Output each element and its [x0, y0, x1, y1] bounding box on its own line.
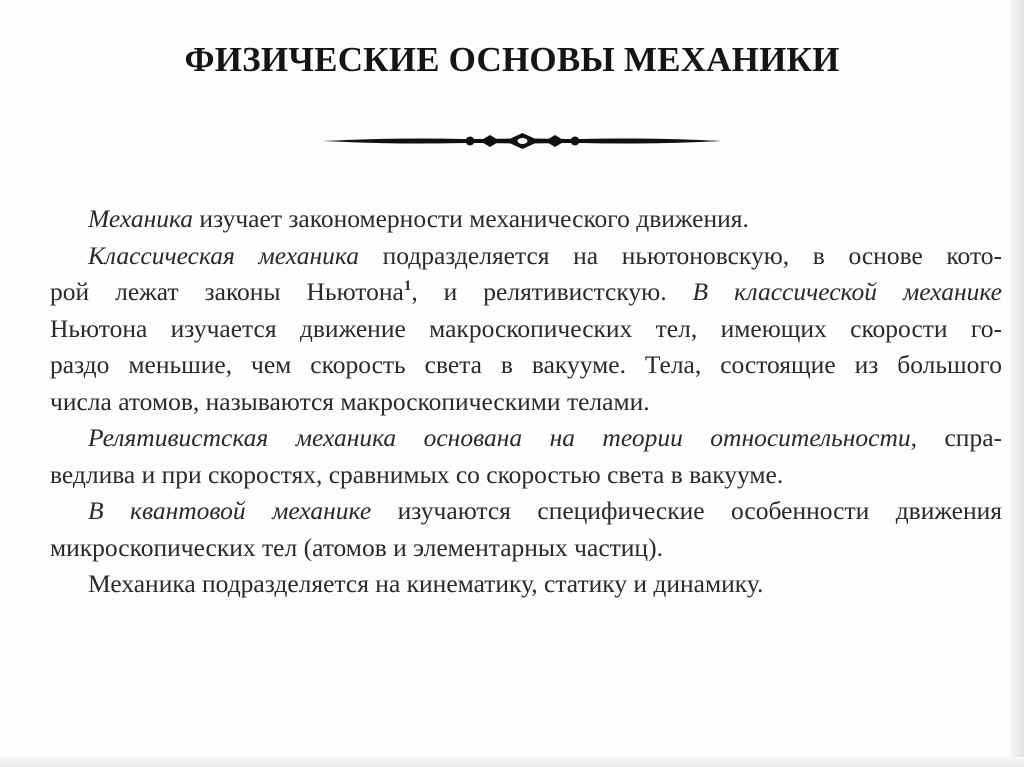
- paragraph-mechanics: [82, 201, 1002, 238]
- footnote-marker: 1: [403, 278, 412, 294]
- text-fragment: , и релятивистскую.: [411, 277, 693, 306]
- term-classical: Классическая механика: [88, 240, 359, 270]
- text-line: [82, 493, 1002, 530]
- page-title: ФИЗИЧЕСКИЕ ОСНОВЫ МЕХАНИКИ: [184, 40, 840, 79]
- text-fragment: изучаются специфические особенности движения: [371, 496, 1002, 525]
- paragraph-quantum: [50, 493, 1002, 566]
- italic-fragment: В классической механике: [692, 277, 1002, 306]
- text-fragment: спра-: [917, 423, 1003, 452]
- ornament-divider-icon: [320, 122, 725, 162]
- text-line: [82, 201, 1002, 238]
- text-line: [82, 238, 1002, 275]
- paragraph-relativistic: [50, 420, 1003, 493]
- text-fragment: рой лежат законы Ньютона: [50, 277, 404, 306]
- text-line: ведлива и при скоростях, сравнимых со скоростью света в вакууме.: [50, 459, 784, 489]
- paragraph-divisions: [82, 566, 1002, 603]
- text-line: [82, 420, 1002, 457]
- text-line: [50, 274, 1002, 311]
- text-line: микроскопических тел (атомов и элементарных частиц).: [50, 532, 663, 562]
- text-line: Ньютона изучается движение макроскопических тел, имеющих скорости го-: [50, 313, 1002, 343]
- term-mechanics: Механика: [88, 204, 194, 233]
- text-line: Механика подразделяется на кинематику, статику и динамику.: [88, 569, 764, 598]
- term-relativistic: Релятивистская механика основана на теории относительности,: [88, 423, 918, 452]
- text-line: раздо меньшие, чем скорость света в вакууме. Тела, состоящие из большого: [50, 350, 1002, 379]
- text-line: числа атомов, называются макроскопическими телами.: [50, 386, 650, 416]
- page-edge-shadow: [0, 757, 1024, 767]
- body-text: [50, 201, 1003, 603]
- term-quantum: В квантовой механике: [88, 496, 372, 525]
- text-fragment: подразделяется на ньютоновскую, в основе кото-: [358, 240, 1002, 270]
- text-fragment: изучает закономерности механического движения.: [193, 204, 749, 233]
- page-edge-shadow: [1010, 0, 1024, 767]
- paragraph-classical: [50, 238, 1002, 421]
